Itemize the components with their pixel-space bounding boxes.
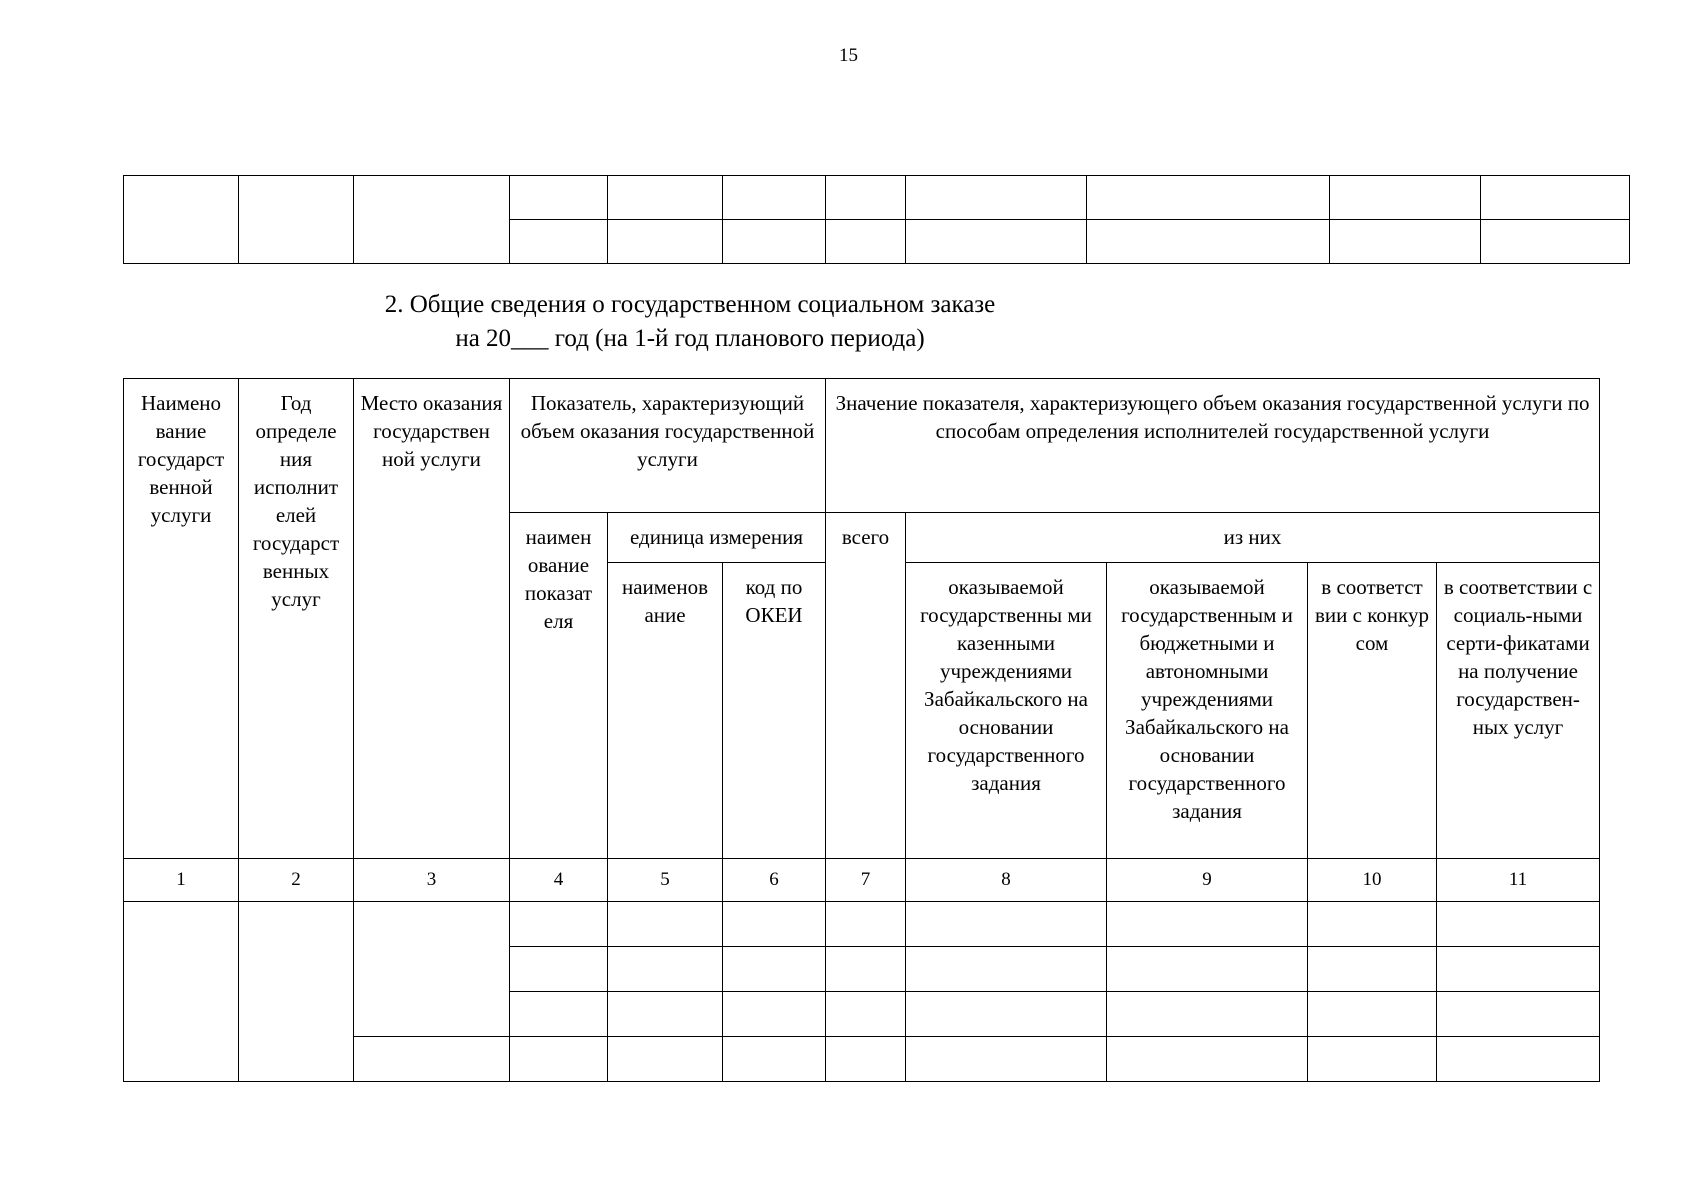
table-cell xyxy=(1107,992,1308,1037)
table-cell xyxy=(906,902,1107,947)
table-cell xyxy=(1481,220,1630,264)
table-cell xyxy=(354,1037,510,1082)
table-cell xyxy=(906,176,1087,220)
table-cell xyxy=(608,220,723,264)
table-cell xyxy=(510,902,608,947)
section-title-line-2: на 20___ год (на 1-й год планового периода) xyxy=(455,325,925,352)
table-cell xyxy=(826,902,906,947)
table-cell xyxy=(608,176,723,220)
continued-table xyxy=(123,175,1630,264)
table-cell xyxy=(354,902,510,1037)
column-number: 11 xyxy=(1437,859,1600,902)
table-cell xyxy=(1437,902,1600,947)
table-cell xyxy=(510,176,608,220)
table-cell xyxy=(723,176,826,220)
section-title xyxy=(0,288,1380,356)
table-cell xyxy=(239,176,354,264)
column-number: 6 xyxy=(723,859,826,902)
header-state-institutions: оказываемой государственны ми казенными учреждениями Забайкальского на основании государственного задания xyxy=(906,563,1107,859)
table-cell xyxy=(510,947,608,992)
column-number: 3 xyxy=(354,859,510,902)
header-of-them: из них xyxy=(906,513,1600,563)
table-cell xyxy=(608,1037,723,1082)
header-indicator-group: Показатель, характеризующий объем оказания государственной услуги xyxy=(510,379,826,513)
table-cell xyxy=(1087,220,1330,264)
header-unit-group: единица измерения xyxy=(608,513,826,563)
column-number: 7 xyxy=(826,859,906,902)
header-value-group: Значение показателя, характеризующего объем оказания государственной услуги по способам определения исполнителей государственной услуги xyxy=(826,379,1600,513)
table-row xyxy=(124,902,1600,947)
table-cell xyxy=(723,1037,826,1082)
table-cell xyxy=(906,992,1107,1037)
table-cell xyxy=(608,902,723,947)
table-cell xyxy=(1308,992,1437,1037)
header-place: Место оказания государствен ной услуги xyxy=(354,379,510,859)
table-cell xyxy=(1087,176,1330,220)
column-number: 4 xyxy=(510,859,608,902)
table-cell xyxy=(1437,947,1600,992)
header-competition: в соответст вии с конкур сом xyxy=(1308,563,1437,859)
column-number: 8 xyxy=(906,859,1107,902)
table-cell xyxy=(826,176,906,220)
column-number: 2 xyxy=(239,859,354,902)
column-number: 1 xyxy=(124,859,239,902)
table-cell xyxy=(608,947,723,992)
table-cell xyxy=(510,992,608,1037)
header-okei-code: код по ОКЕИ xyxy=(723,563,826,859)
header-row xyxy=(124,379,1600,513)
header-budget-institutions: оказываемой государственным и бюджетными и автономными учреждениями Забайкальского на основании государственного задания xyxy=(1107,563,1308,859)
table-cell xyxy=(1308,947,1437,992)
table-cell xyxy=(723,992,826,1037)
table-cell xyxy=(354,176,510,264)
table-cell xyxy=(723,902,826,947)
table-cell xyxy=(510,1037,608,1082)
table-cell xyxy=(723,947,826,992)
table-cell xyxy=(510,220,608,264)
table-cell xyxy=(826,947,906,992)
table-cell xyxy=(1107,1037,1308,1082)
table-cell xyxy=(1308,902,1437,947)
column-number: 9 xyxy=(1107,859,1308,902)
table-cell xyxy=(608,992,723,1037)
table-cell xyxy=(906,947,1107,992)
table-cell xyxy=(1107,947,1308,992)
header-service-name: Наимено вание государст венной услуги xyxy=(124,379,239,859)
table-cell xyxy=(1330,220,1481,264)
column-number: 5 xyxy=(608,859,723,902)
table-cell xyxy=(1437,1037,1600,1082)
social-order-table xyxy=(123,378,1600,1082)
table-cell xyxy=(1330,176,1481,220)
table-cell xyxy=(906,1037,1107,1082)
table-cell xyxy=(906,220,1087,264)
table-cell xyxy=(1437,992,1600,1037)
header-unit-name: наименов ание xyxy=(608,563,723,859)
table-cell xyxy=(826,220,906,264)
page-number: 15 xyxy=(839,45,858,66)
section-title-line-1: 2. Общие сведения о государственном социальном заказе xyxy=(384,291,996,318)
column-number-row xyxy=(124,859,1600,902)
header-indicator-name: наимен ование показат еля xyxy=(510,513,608,859)
table-cell xyxy=(124,902,239,1082)
table-cell xyxy=(723,220,826,264)
header-year: Год определе ния исполнит елей государст венных услуг xyxy=(239,379,354,859)
table-cell xyxy=(826,992,906,1037)
table-cell xyxy=(1107,902,1308,947)
table-cell xyxy=(124,176,239,264)
header-total: всего xyxy=(826,513,906,859)
table-row xyxy=(124,176,1630,220)
table-cell xyxy=(1481,176,1630,220)
column-number: 10 xyxy=(1308,859,1437,902)
table-cell xyxy=(1308,1037,1437,1082)
table-cell xyxy=(239,902,354,1082)
table-cell xyxy=(826,1037,906,1082)
header-certificates: в соответствии с социаль-ными серти-фикатами на получение государствен-ных услуг xyxy=(1437,563,1600,859)
